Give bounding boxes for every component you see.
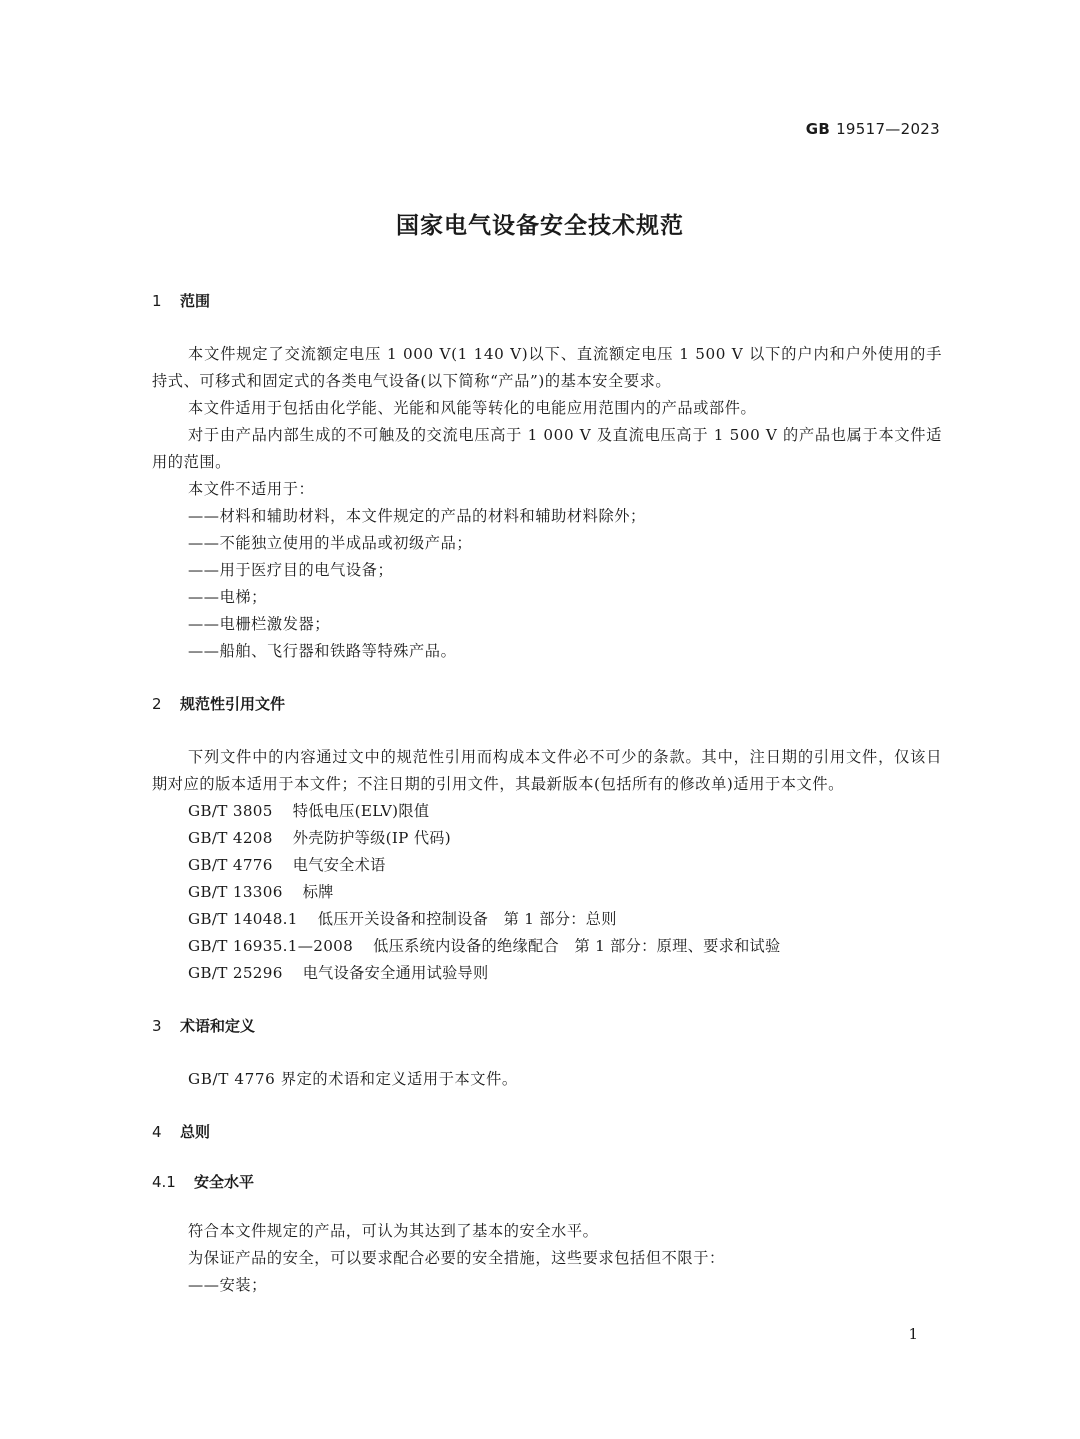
paragraph: 下列文件中的内容通过文中的规范性引用而构成本文件必不可少的条款。其中，注日期的引用文件，仅该日期对应的版本适用于本文件；不注日期的引用文件，其最新版本(包括所有的修改单)适用于本文件。 bbox=[152, 748, 942, 793]
reference-title: 低压开关设备和控制设备 第 1 部分：总则 bbox=[317, 910, 617, 928]
reference-code: GB/T 25296 bbox=[188, 964, 283, 982]
reference-code: GB/T 4208 bbox=[188, 829, 273, 847]
reference-title: 特低电压(ELV)限值 bbox=[292, 802, 430, 820]
reference-item bbox=[152, 879, 942, 906]
section-title: 术语和定义 bbox=[180, 1017, 256, 1035]
section-number: 1 bbox=[152, 292, 162, 310]
paragraph: 本文件规定了交流额定电压 1 000 V(1 140 V)以下、直流额定电压 1 500 V 以下的户内和户外使用的手持式、可移式和固定式的各类电气设备(以下简称“产品”)的基本安全要求。 bbox=[152, 345, 942, 390]
reference-title: 低压系统内设备的绝缘配合 第 1 部分：原理、要求和试验 bbox=[373, 937, 781, 955]
list-item: ——电梯； bbox=[188, 588, 267, 606]
reference-item bbox=[152, 933, 942, 960]
reference-code: GB/T 4776 bbox=[188, 856, 273, 874]
paragraph: GB/T 4776 界定的术语和定义适用于本文件。 bbox=[188, 1070, 518, 1088]
subsection-title: 安全水平 bbox=[194, 1173, 255, 1191]
document-body bbox=[152, 288, 942, 1299]
list-item: ——安装； bbox=[188, 1276, 267, 1294]
section-number: 3 bbox=[152, 1017, 162, 1035]
reference-item bbox=[152, 825, 942, 852]
list-item: ——材料和辅助材料，本文件规定的产品的材料和辅助材料除外； bbox=[188, 507, 646, 525]
standard-code: 19517—2023 bbox=[836, 120, 940, 138]
reference-code: GB/T 13306 bbox=[188, 883, 283, 901]
section-number: 4 bbox=[152, 1123, 162, 1141]
paragraph: 符合本文件规定的产品，可认为其达到了基本的安全水平。 bbox=[188, 1222, 599, 1240]
reference-code: GB/T 16935.1—2008 bbox=[188, 937, 354, 955]
section-4-heading bbox=[152, 1119, 942, 1146]
section-title: 总则 bbox=[180, 1123, 211, 1141]
reference-item bbox=[152, 798, 942, 825]
paragraph: 本文件适用于包括由化学能、光能和风能等转化的电能应用范围内的产品或部件。 bbox=[188, 399, 757, 417]
reference-title: 标牌 bbox=[302, 883, 334, 901]
subsection-4-1-heading bbox=[152, 1169, 942, 1196]
reference-code: GB/T 3805 bbox=[188, 802, 273, 820]
reference-item bbox=[152, 852, 942, 879]
reference-item bbox=[152, 960, 942, 987]
page-number: 1 bbox=[908, 1325, 918, 1343]
subsection-number: 4.1 bbox=[152, 1173, 176, 1191]
standard-number bbox=[806, 120, 940, 138]
section-title: 范围 bbox=[180, 292, 211, 310]
reference-code: GB/T 14048.1 bbox=[188, 910, 298, 928]
section-number: 2 bbox=[152, 695, 162, 713]
standard-prefix: GB bbox=[805, 120, 831, 138]
section-3-heading bbox=[152, 1013, 942, 1040]
reference-title: 外壳防护等级(IP 代码) bbox=[292, 829, 452, 847]
reference-title: 电气设备安全通用试验导则 bbox=[302, 964, 489, 982]
document-title: 国家电气设备安全技术规范 bbox=[396, 213, 684, 239]
paragraph: 对于由产品内部生成的不可触及的交流电压高于 1 000 V 及直流电压高于 1 500 V 的产品也属于本文件适用的范围。 bbox=[152, 426, 942, 471]
list-item: ——不能独立使用的半成品或初级产品； bbox=[188, 534, 473, 552]
reference-title: 电气安全术语 bbox=[292, 856, 386, 874]
reference-item bbox=[152, 906, 942, 933]
section-2-heading bbox=[152, 691, 942, 718]
section-1-heading bbox=[152, 288, 942, 315]
list-item: ——用于医疗目的电气设备； bbox=[188, 561, 394, 579]
section-title: 规范性引用文件 bbox=[180, 695, 286, 713]
list-item: ——船舶、飞行器和铁路等特殊产品。 bbox=[188, 642, 457, 660]
paragraph: 本文件不适用于： bbox=[188, 480, 315, 498]
paragraph: 为保证产品的安全，可以要求配合必要的安全措施，这些要求包括但不限于： bbox=[188, 1249, 725, 1267]
list-item: ——电栅栏激发器； bbox=[188, 615, 331, 633]
